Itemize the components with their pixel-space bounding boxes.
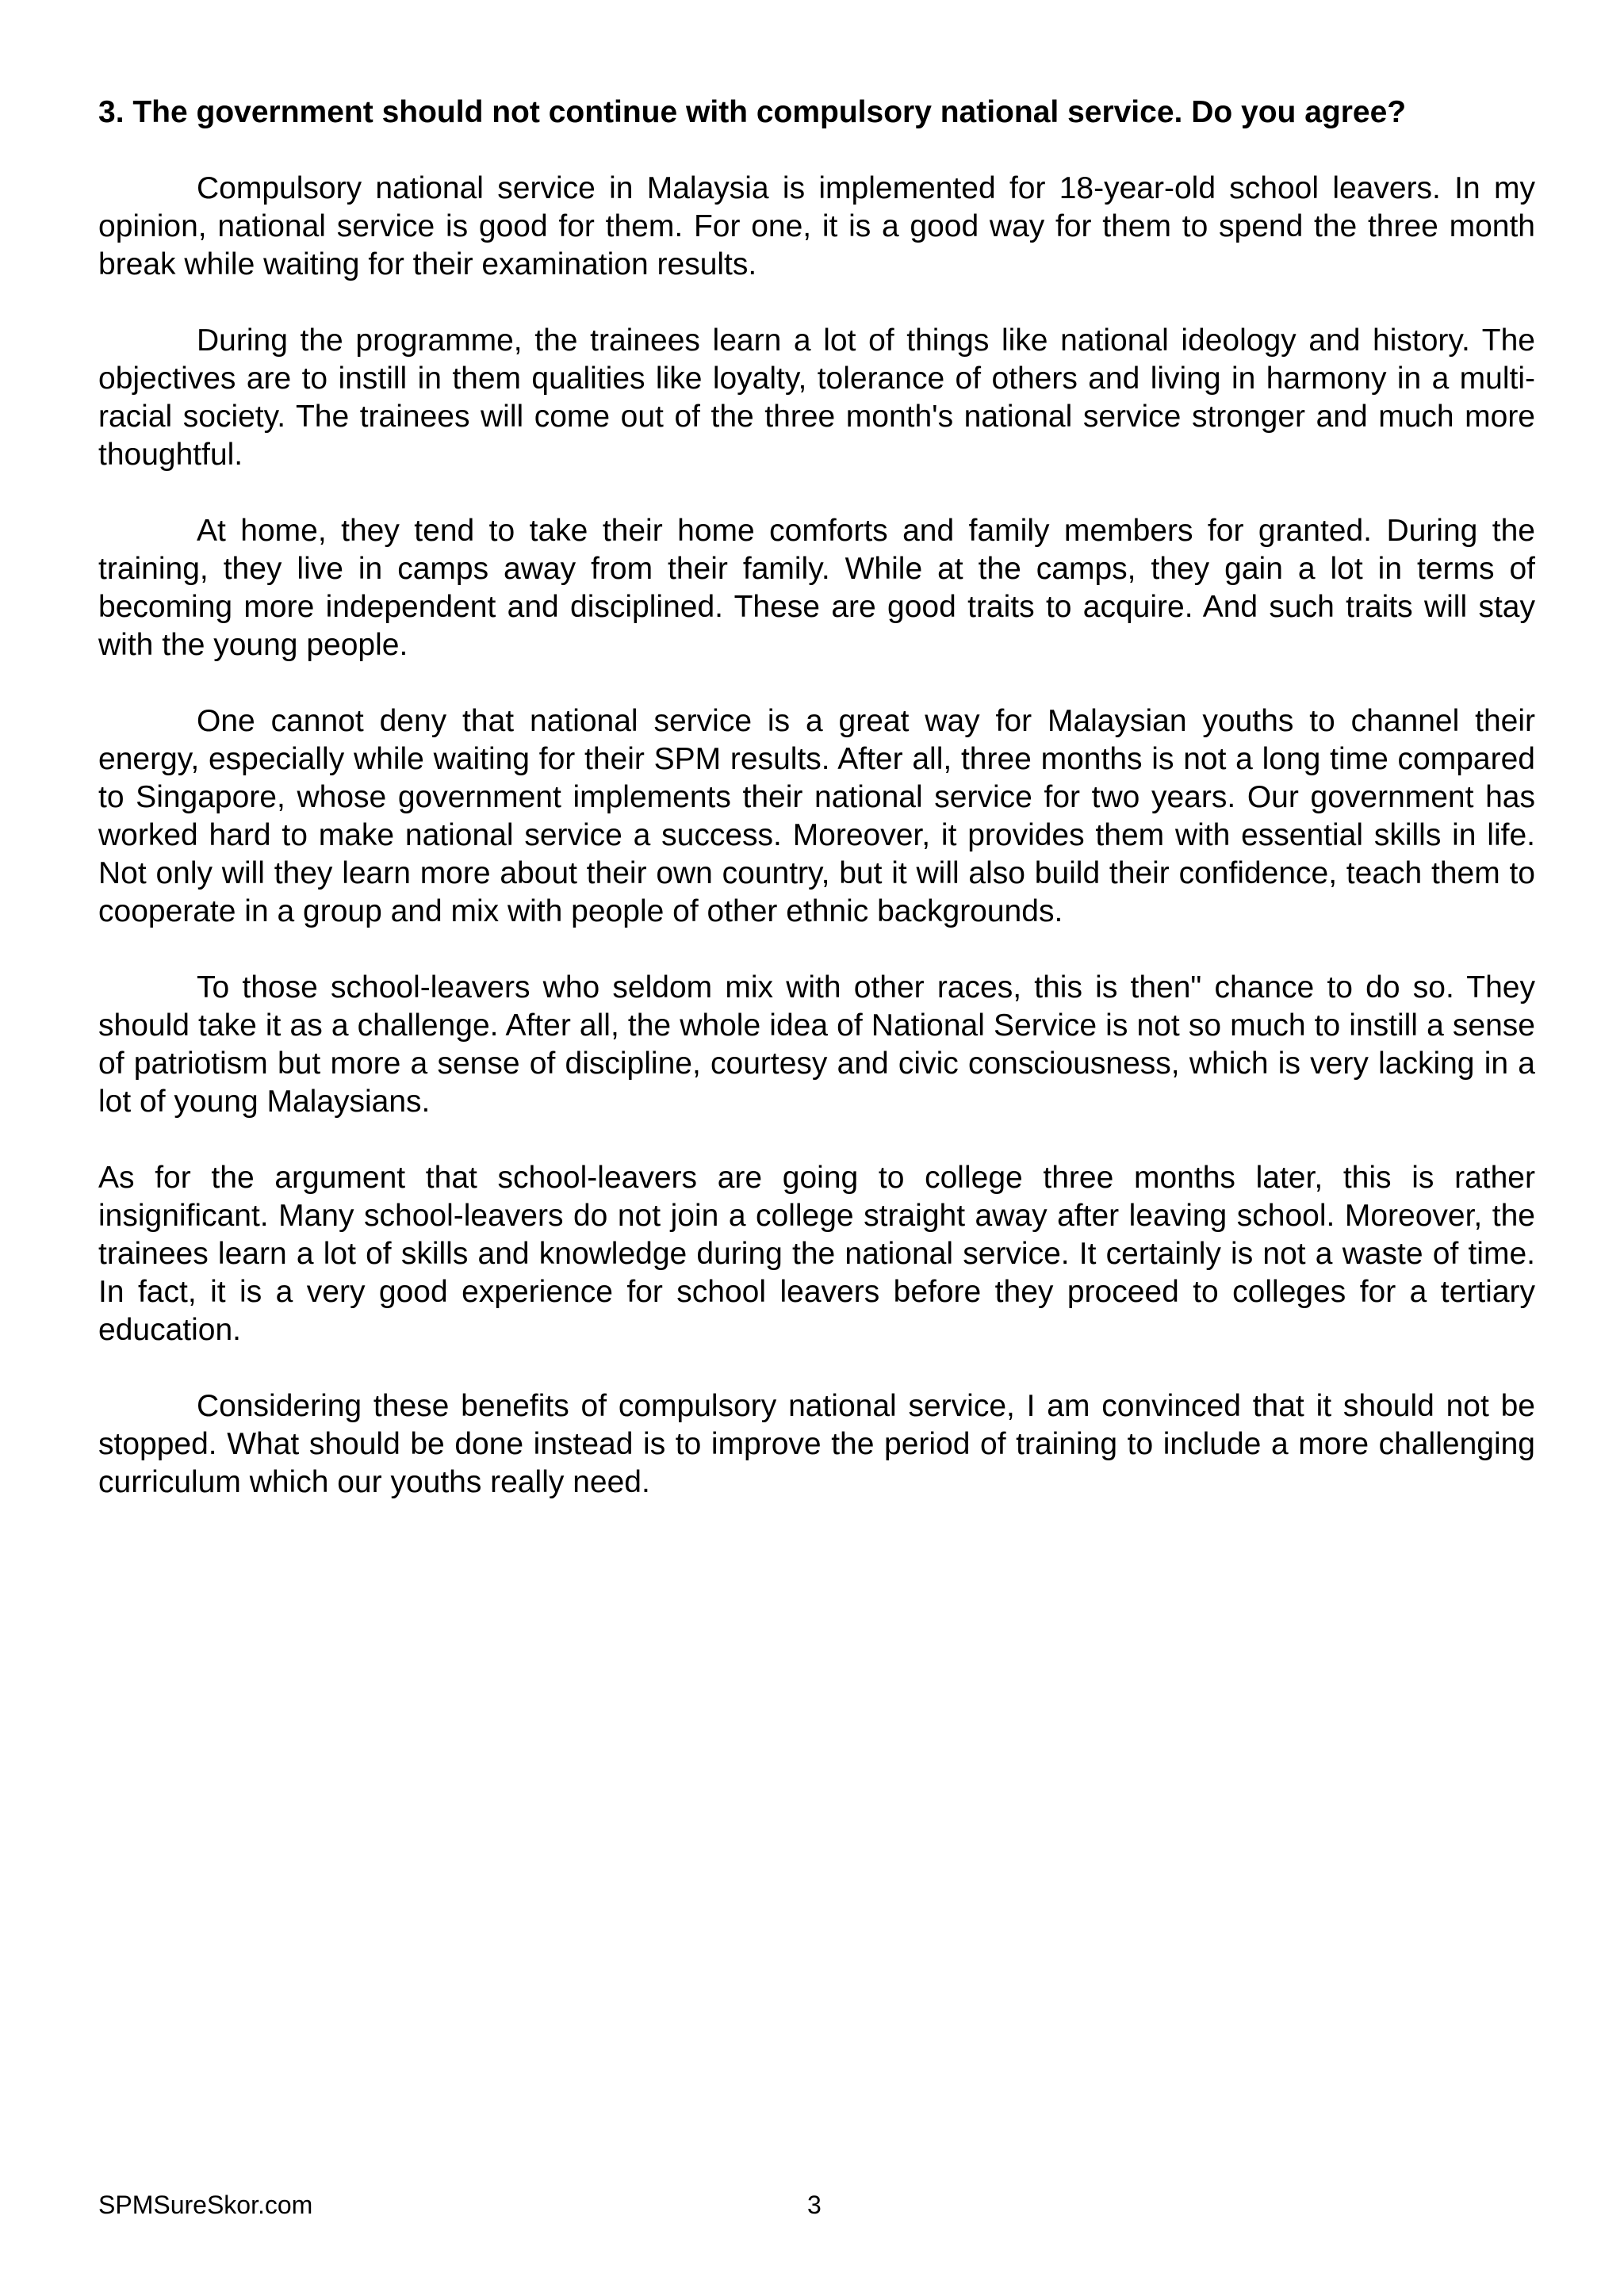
footer-site-name: SPMSureSkor.com (98, 2191, 313, 2219)
essay-paragraph-6: As for the argument that school-leavers are going to college three months later, this is rather insignificant. Many school-leavers do not join a college straight away after leaving school. Moreover, the trainees learn a lot of skills and knowledge during the national service. It certainly is not a waste of time. In fact, it is a very good experience for school leavers before they proceed to colleges for a tertiary education. (98, 1161, 1535, 1347)
essay-paragraph-3: At home, they tend to take their home comforts and family members for granted. During the training, they live in camps away from their family. While at the camps, they gain a lot in terms of becoming more independent and disciplined. These are good traits to acquire. And such traits will stay with the young people. (98, 514, 1535, 662)
essay-paragraph-4: One cannot deny that national service is a great way for Malaysian youths to channel their energy, especially while waiting for their SPM results. After all, three months is not a long time compared to Singapore, whose government implements their national service for two years. Our government has worked hard to make national service a success. Moreover, it provides them with essential skills in life. Not only will they learn more about their own country, but it will also build their confidence, teach them to cooperate in a group and mix with people of other ethnic backgrounds. (98, 704, 1535, 928)
essay-page (98, 94, 1535, 1540)
essay-paragraph-5: To those school-leavers who seldom mix with other races, this is then" chance to do so. They should take it as a challenge. After all, the whole idea of National Service is not so much to instill a sense of patriotism but more a sense of discipline, courtesy and civic consciousness, which is very lacking in a lot of young Malaysians. (98, 970, 1535, 1119)
footer-page-number: 3 (807, 2191, 822, 2219)
essay-paragraph-7: Considering these benefits of compulsory national service, I am convinced that it should not be stopped. What should be done instead is to improve the period of training to include a more challenging curriculum which our youths really need. (98, 1389, 1535, 1499)
essay-paragraph-1: Compulsory national service in Malaysia is implemented for 18-year-old school leavers. In my opinion, national service is good for them. For one, it is a good way for them to spend the three month break while waiting for their examination results. (98, 171, 1535, 281)
essay-paragraph-2: During the programme, the trainees learn a lot of things like national ideology and history. The objectives are to instill in them qualities like loyalty, tolerance of others and living in harmony in a multi-racial society. The trainees will come out of the three month's national service stronger and much more thoughtful. (98, 323, 1535, 472)
essay-question-heading: 3. The government should not continue with compulsory national service. Do you agree? (98, 95, 1407, 129)
